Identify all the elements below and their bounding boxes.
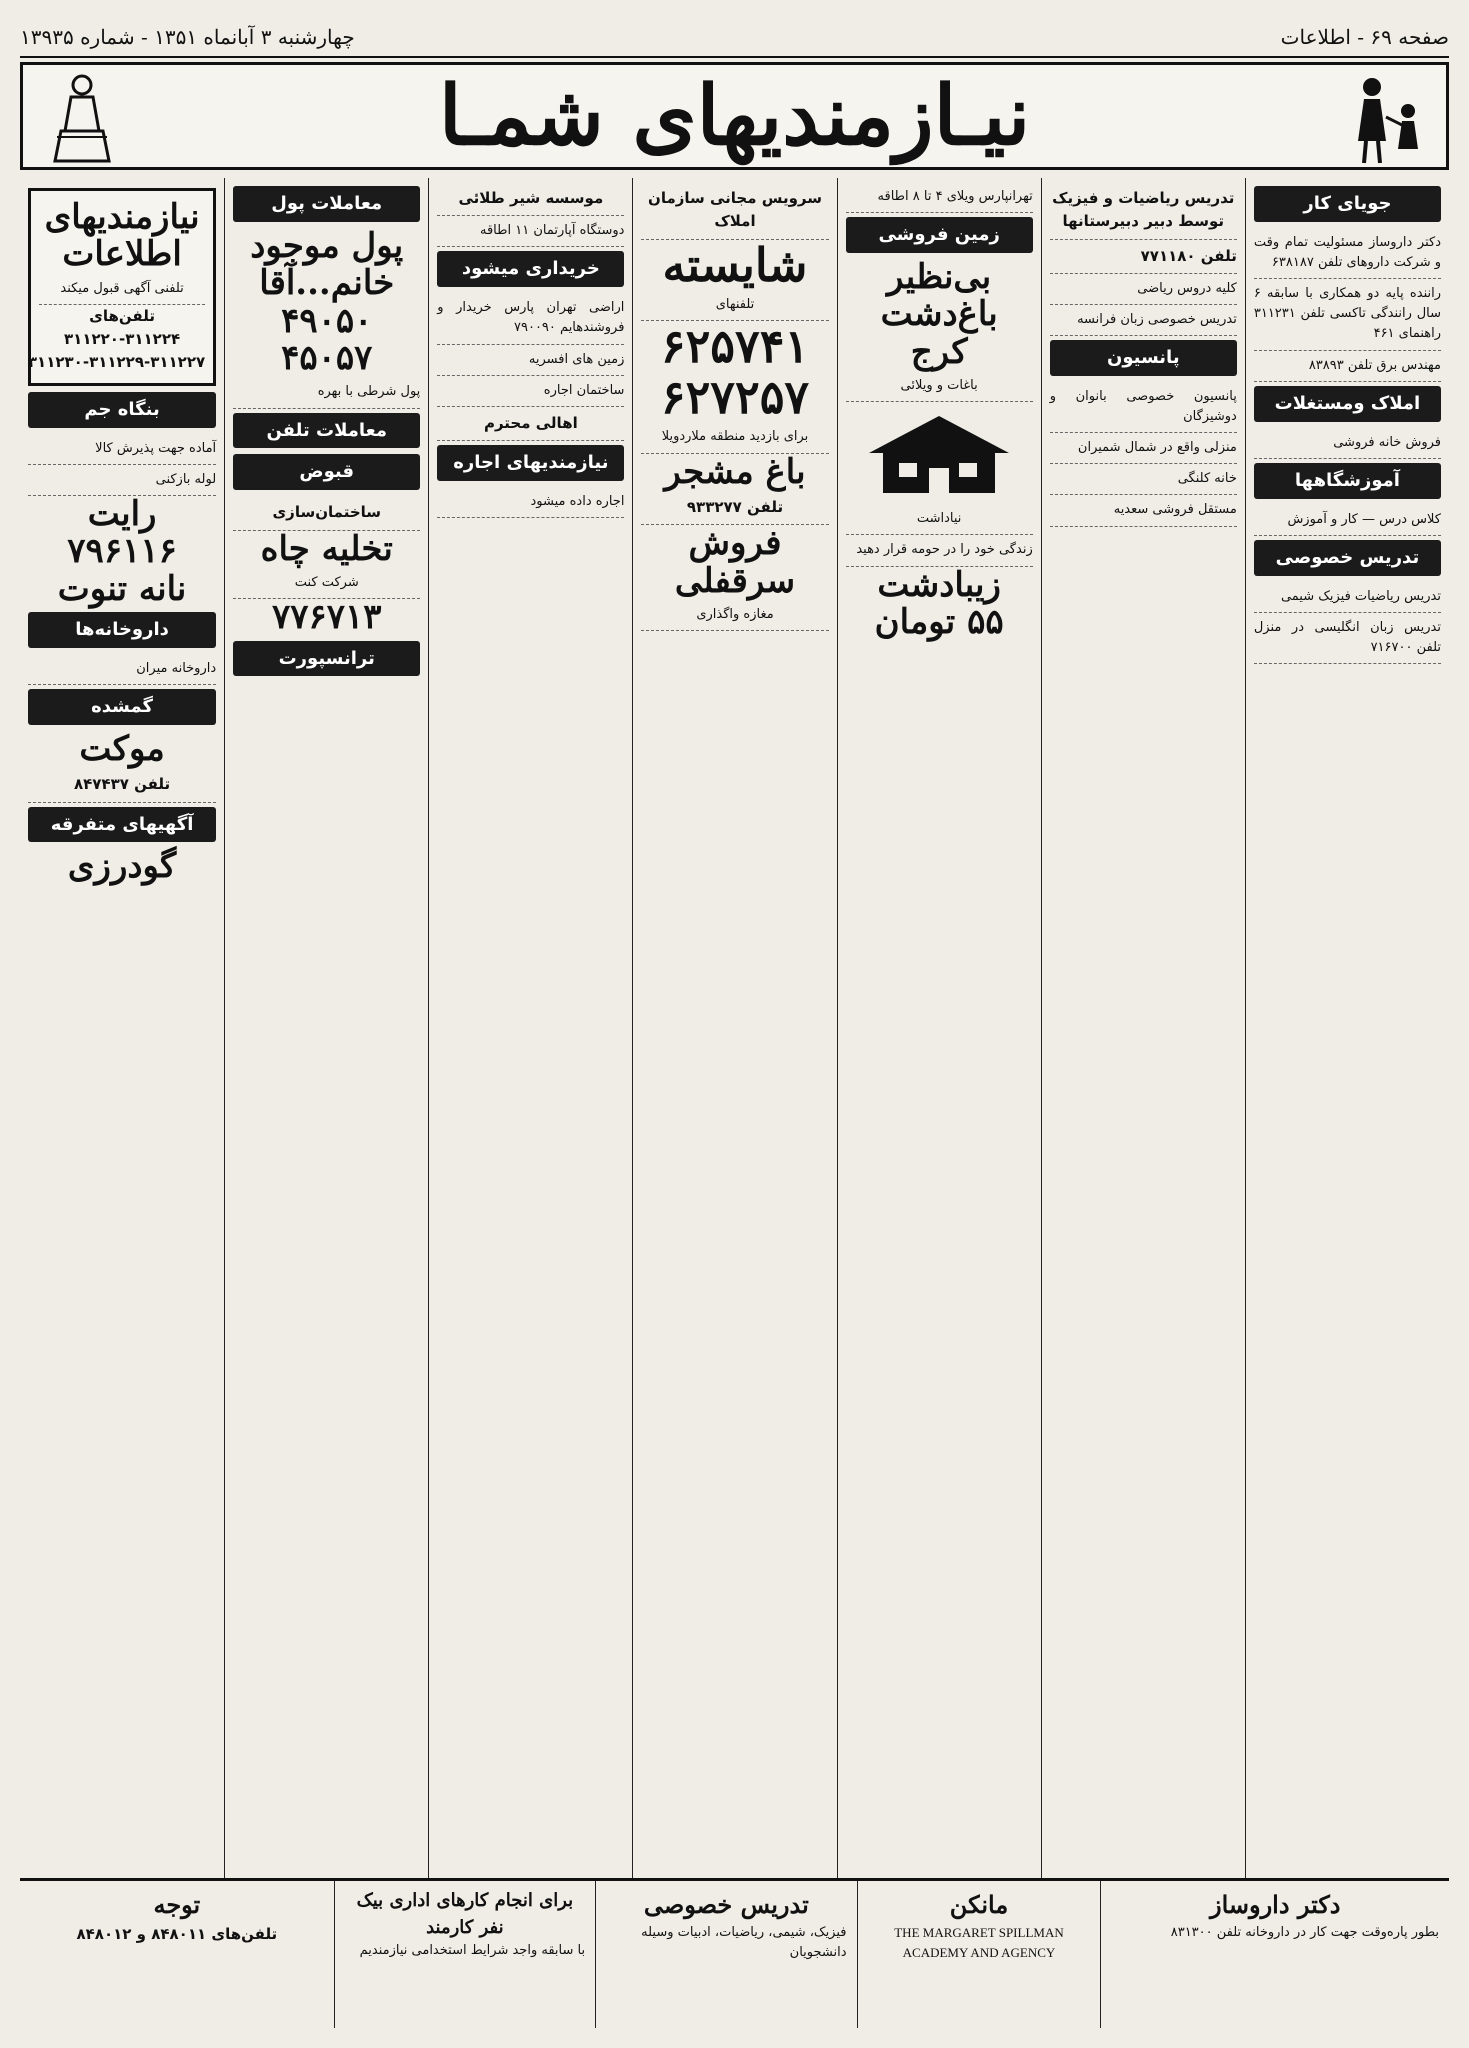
column-4 <box>632 178 836 2028</box>
family-illustration-icon <box>1342 71 1432 165</box>
bottom-strip <box>20 1878 1449 2028</box>
bottom-ad-text: THE MARGARET SPILLMAN ACADEMY AND AGENCY <box>894 1925 1064 1960</box>
classified-ad: نیاداشت <box>846 504 1033 535</box>
classified-ad: تلفن ۸۴۷۴۳۷ <box>28 768 216 802</box>
phone-number: ۷۹۶۱۱۶ <box>67 531 177 572</box>
section-head: داروخانه‌ها <box>28 612 216 648</box>
info-box-line: تلفنی آگهی قبول میکند <box>39 274 205 305</box>
section-head: املاک ومستغلات <box>1254 386 1441 422</box>
page-header <box>20 18 1449 58</box>
display-heading: فروش سرقفلی <box>674 523 796 601</box>
classified-ad: تدریس ریاضیات و فیزیک توسط دبیر دبیرستانها <box>1050 182 1237 240</box>
column-6 <box>224 178 428 2028</box>
classified-ad: کلاس درس — کار و آموزش <box>1254 505 1441 536</box>
bottom-ad-title: دکتر داروساز <box>1209 1890 1341 1919</box>
column-7 <box>20 178 224 2028</box>
display-heading: نانه تنوت <box>57 568 187 609</box>
display-heading: باغ‌دشت <box>880 294 998 335</box>
bottom-ad-text: بطور پاره‌وقت جهت کار در داروخانه تلفن ۸۳۱۳۰۰ <box>1170 1925 1439 1940</box>
bottom-ad-title: مانکن <box>949 1890 1009 1919</box>
phone-number: ۴۹۰۵۰ <box>281 300 373 341</box>
section-head: ترانسپورت <box>233 641 420 677</box>
display-heading: ۵۵ تومان <box>874 602 1004 643</box>
info-box-phones: ۳۱۱۲۳۰-۳۱۱۲۲۹-۳۱۱۲۲۷ <box>27 353 206 372</box>
column-3 <box>837 178 1041 2028</box>
bottom-ad-2 <box>857 1881 1101 2028</box>
bottom-ad-title: تدریس خصوصی <box>643 1890 809 1919</box>
classified-ad: دکتر داروساز مسئولیت تمام وقت و شرکت داروهای تلفن ۶۳۸۱۸۷ <box>1254 228 1441 279</box>
bottom-ad-3 <box>595 1881 856 2028</box>
classified-ad: اجاره داده میشود <box>437 487 624 518</box>
classified-ad: مغازه واگذاری <box>641 600 828 631</box>
classified-ad: مستقل فروشی سعدیه <box>1050 495 1237 526</box>
classified-ad: باغات و ویلائی <box>846 371 1033 402</box>
classified-ad: شرکت کنت <box>233 568 420 599</box>
classified-ad: منزلی واقع در شمال شمیران <box>1050 433 1237 464</box>
classified-ad: پول شرطی با بهره <box>233 377 420 408</box>
bottom-ad-text: با سابقه واجد شرایط استخدامی نیازمندیم <box>359 1943 586 1958</box>
classified-ad: راننده پایه دو همکاری با سابقه ۶ سال رانندگی تاکسی تلفن ۳۱۱۲۳۱ راهنمای ۴۶۱ <box>1254 279 1441 350</box>
phone-number: ۴۵۰۵۷ <box>281 338 373 379</box>
bottom-ad-title: توجه <box>153 1890 201 1919</box>
classified-ad: دوستگاه آپارتمان ۱۱ اطاقه <box>437 216 624 247</box>
classified-ad: موسسه شیر طلائی <box>437 182 624 216</box>
column-1 <box>1245 178 1449 2028</box>
classified-ad: داروخانه میران <box>28 654 216 685</box>
classified-ad: خانه کلنگی <box>1050 464 1237 495</box>
info-box-title: نیازمندیهای اطلاعات <box>44 197 200 275</box>
info-box-phones: تلفن‌های ۳۱۱۲۲۴-۳۱۱۲۲۰ <box>64 306 181 349</box>
phone-number: ۶۲۵۷۴۱ <box>660 319 810 374</box>
classified-ad: برای بازدید منطقه ملاردویلا <box>641 422 828 453</box>
display-heading: گودرزی <box>67 846 177 887</box>
display-heading: موکت <box>79 728 165 769</box>
column-2 <box>1041 178 1245 2028</box>
classified-ad: آماده جهت پذیرش کالا <box>28 434 216 465</box>
classified-ad: تدریس ریاضیات فیزیک شیمی <box>1254 582 1441 613</box>
display-heading: کرج <box>910 331 968 372</box>
house-illustration-icon <box>859 408 1019 498</box>
bottom-ad-1 <box>1100 1881 1449 2028</box>
display-heading: باغ مشجر <box>664 451 806 492</box>
phone-number: ۶۲۷۲۵۷ <box>660 369 810 424</box>
classified-ad: کلیه دروس ریاضی <box>1050 274 1237 305</box>
bottom-ad-title: برای انجام کارهای اداری بیک نفر کارمند <box>356 1890 574 1938</box>
section-head: آگهیهای متفرقه <box>28 807 216 843</box>
issue-label: چهارشنبه ۳ آبانماه ۱۳۵۱ - شماره ۱۳۹۳۵ <box>20 25 355 49</box>
section-head: معاملات تلفن <box>233 413 420 449</box>
classified-ad: تلفنهای <box>641 290 828 321</box>
bottom-ad-text: تلفن‌های ۸۴۸۰۱۱ و ۸۴۸۰۱۲ <box>76 1925 278 1943</box>
classified-ad: تدریس زبان انگلیسی در منزل تلفن ۷۱۶۷۰۰ <box>1254 613 1441 664</box>
phone-number: ۷۷۶۷۱۳ <box>271 597 382 638</box>
section-head: خریداری میشود <box>437 251 624 287</box>
display-heading: بی‌نظیر <box>887 257 992 298</box>
classified-ad: مهندس برق تلفن ۸۳۸۹۳ <box>1254 351 1441 382</box>
display-heading: پول موجود خانم...آقا <box>250 225 404 304</box>
section-head: گمشده <box>28 689 216 725</box>
section-head: معاملات پول <box>233 186 420 222</box>
section-head: نیازمندیهای اجاره <box>437 445 624 481</box>
display-heading: زیبادشت <box>877 564 1001 605</box>
classified-ad: لوله بازکنی <box>28 465 216 496</box>
section-head: آموزشگاهها <box>1254 463 1441 499</box>
info-box <box>28 188 216 386</box>
woman-illustration-icon <box>37 71 127 165</box>
classified-ad: پانسیون خصوصی بانوان و دوشیزگان <box>1050 382 1237 433</box>
section-head: قبوض <box>233 454 420 490</box>
banner-title: نیـازمندیهای شمـا <box>438 68 1031 164</box>
bottom-ad-4 <box>334 1881 595 2028</box>
page-label: صفحه ۶۹ - اطلاعات <box>1280 25 1449 49</box>
display-heading: تخلیه چاه <box>260 528 393 569</box>
classified-ad: زمین های افسریه <box>437 345 624 376</box>
classified-ad: فروش خانه فروشی <box>1254 428 1441 459</box>
section-head: جویای کار <box>1254 186 1441 222</box>
classifieds-grid <box>20 178 1449 2028</box>
bottom-ad-5 <box>20 1881 334 2028</box>
classified-ad: اهالی محترم <box>437 407 624 441</box>
section-head: زمین فروشی <box>846 217 1033 253</box>
display-heading: شایسته <box>662 237 808 292</box>
column-5 <box>428 178 632 2028</box>
classified-ad: تدریس خصوصی زبان فرانسه <box>1050 305 1237 336</box>
bottom-ad-text: فیزیک، شیمی، ریاضیات، ادبیات وسیله دانشجویان <box>641 1925 847 1960</box>
section-banner <box>20 62 1449 170</box>
classified-ad: ساختمان اجاره <box>437 376 624 407</box>
classified-ad: سرویس مجانی سازمان املاک <box>641 182 828 240</box>
classified-ad: تلفن ۷۷۱۱۸۰ <box>1050 240 1237 274</box>
classified-ad: ساختمان‌سازی <box>233 496 420 530</box>
section-head: بنگاه جم <box>28 392 216 428</box>
classified-ad: زندگی خود را در حومه قرار دهید <box>846 535 1033 566</box>
section-head: پانسیون <box>1050 340 1237 376</box>
classified-ad: تهرانپارس ویلای ۴ تا ۸ اطاقه <box>846 182 1033 213</box>
classified-ad: اراضی تهران پارس خریدار و فروشندهایم ۷۹۰۰۹۰ <box>437 293 624 344</box>
section-head: تدریس خصوصی <box>1254 540 1441 576</box>
display-heading: رایت <box>87 493 157 534</box>
classified-ad: تلفن ۹۳۳۲۷۷ <box>641 491 828 525</box>
